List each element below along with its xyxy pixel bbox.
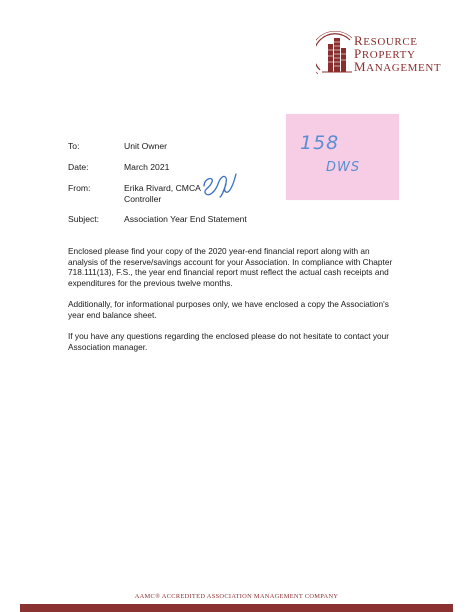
date-label: Date: bbox=[68, 162, 89, 172]
date-value: March 2021 bbox=[124, 162, 170, 172]
subject-value: Association Year End Statement bbox=[124, 214, 247, 224]
handwritten-signature bbox=[200, 168, 240, 198]
logo-word-resource: ESOURCE bbox=[363, 36, 418, 48]
logo-word-property-cap: P bbox=[354, 46, 362, 61]
body-paragraph-1: Enclosed please find your copy of the 2020 year-end financial report along with an analysis of the reserve/savings account for your Association. In compliance with Chapter 718.111(13), F.S., the year end financial report must reflect the actual cash receipts and expenditures for the previous twelve months. bbox=[68, 246, 393, 288]
from-label: From: bbox=[68, 183, 91, 193]
from-title: Controller bbox=[124, 194, 162, 204]
footer-bar bbox=[20, 604, 453, 612]
logo-word-property: ROPERTY bbox=[361, 49, 416, 61]
sticky-note-initials: DWS bbox=[326, 160, 361, 175]
building-logo-icon bbox=[316, 30, 356, 76]
body-paragraph-3: If you have any questions regarding the enclosed please do not hesitate to contact your Association manager. bbox=[68, 331, 390, 352]
company-logo bbox=[316, 30, 466, 78]
logo-word-resource-cap: R bbox=[354, 33, 364, 48]
company-name bbox=[354, 35, 441, 74]
footer-tagline: AAMC® ACCREDITED ASSOCIATION MANAGEMENT COMPANY bbox=[134, 593, 339, 600]
subject-label: Subject: bbox=[68, 214, 100, 224]
sticky-note-number: 158 bbox=[300, 132, 340, 154]
logo-word-management: ANAGEMENT bbox=[366, 62, 442, 74]
body-paragraph-2: Additionally, for informational purposes only, we have enclosed a copy the Association's year end balance sheet. bbox=[68, 299, 389, 320]
from-name: Erika Rivard, CMCA bbox=[124, 183, 201, 193]
to-label: To: bbox=[68, 141, 80, 151]
sticky-note bbox=[286, 114, 399, 200]
to-value: Unit Owner bbox=[124, 141, 167, 151]
logo-word-management-cap: M bbox=[354, 59, 367, 74]
